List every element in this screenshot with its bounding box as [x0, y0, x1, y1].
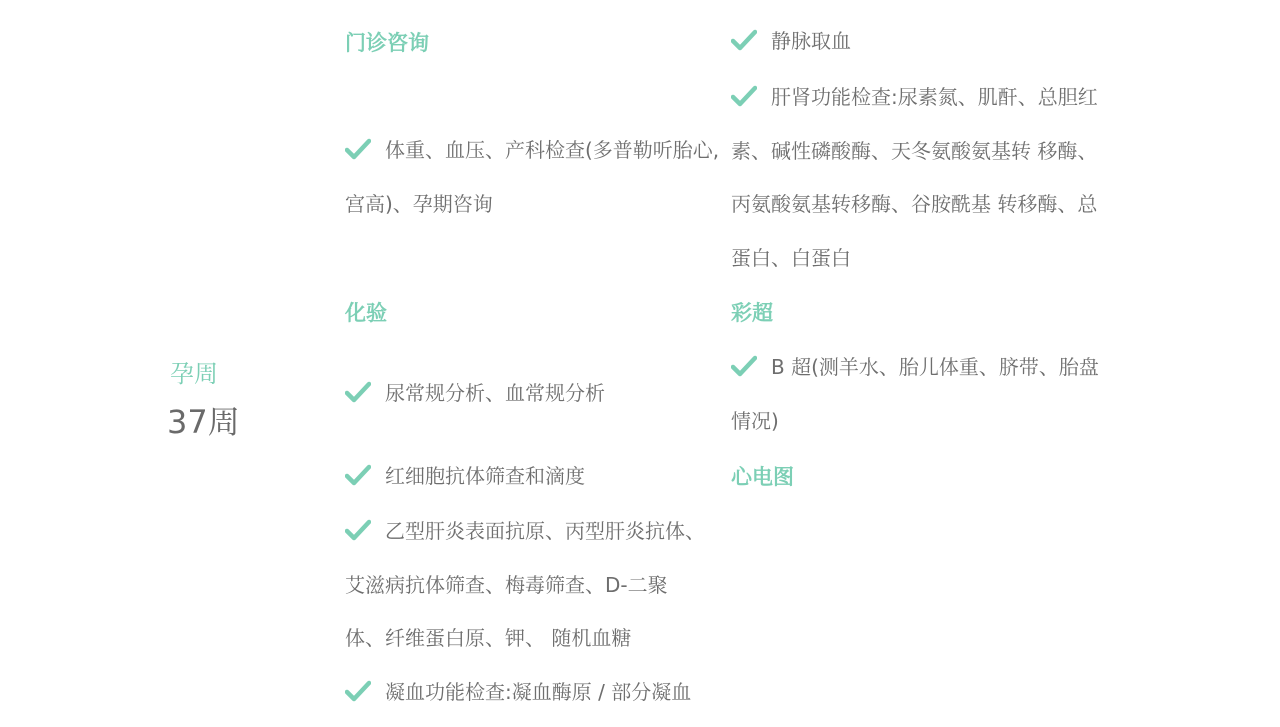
check-icon [731, 85, 757, 107]
lab-heading: 化验 [345, 301, 387, 325]
clinic-item [345, 124, 727, 231]
clinic-heading: 门诊咨询 [345, 31, 429, 55]
clinic-item-text: 体重、血压、产科检查(多普勒听胎心, 宫高)、孕期咨询 [345, 138, 720, 216]
check-icon [345, 464, 371, 486]
check-icon [731, 29, 757, 51]
week-label: 孕周 [170, 360, 218, 388]
week-value: 37周 [167, 403, 240, 441]
lab-item [345, 367, 727, 421]
lab-item [345, 505, 707, 666]
blood-draw-item [731, 15, 1116, 69]
lab-item-text: 凝血功能检查:凝血酶原 / 部分凝血 [385, 680, 692, 704]
lab-item-text: 乙型肝炎表面抗原、丙型肝炎抗体、 艾滋病抗体筛查、梅毒筛查、D-二聚体、纤维蛋白原、钾、 随机血糖 [345, 519, 705, 650]
blood-draw-text: 静脉取血 [771, 29, 851, 53]
check-icon [345, 680, 371, 702]
check-icon [345, 381, 371, 403]
liver-kidney-item [731, 71, 1116, 285]
ultrasound-heading: 彩超 [731, 301, 773, 325]
lab-item-text: 红细胞抗体筛查和滴度 [385, 464, 585, 488]
check-icon [345, 519, 371, 541]
check-icon [731, 355, 757, 377]
ultrasound-text: B 超(测羊水、胎儿体重、脐带、胎盘 情况) [731, 355, 1099, 433]
ecg-heading: 心电图 [731, 465, 794, 489]
lab-item [345, 666, 727, 720]
lab-item [345, 450, 727, 504]
lab-item-text: 尿常规分析、血常规分析 [385, 381, 605, 405]
ultrasound-item [731, 341, 1116, 448]
liver-kidney-text: 肝肾功能检查:尿素氮、肌酐、总胆红素、碱性磷酸酶、天冬氨酸氨基转 移酶、丙氨酸氨基转移酶、谷胺酰基 转移酶、总蛋白、白蛋白 [731, 85, 1098, 270]
check-icon [345, 138, 371, 160]
